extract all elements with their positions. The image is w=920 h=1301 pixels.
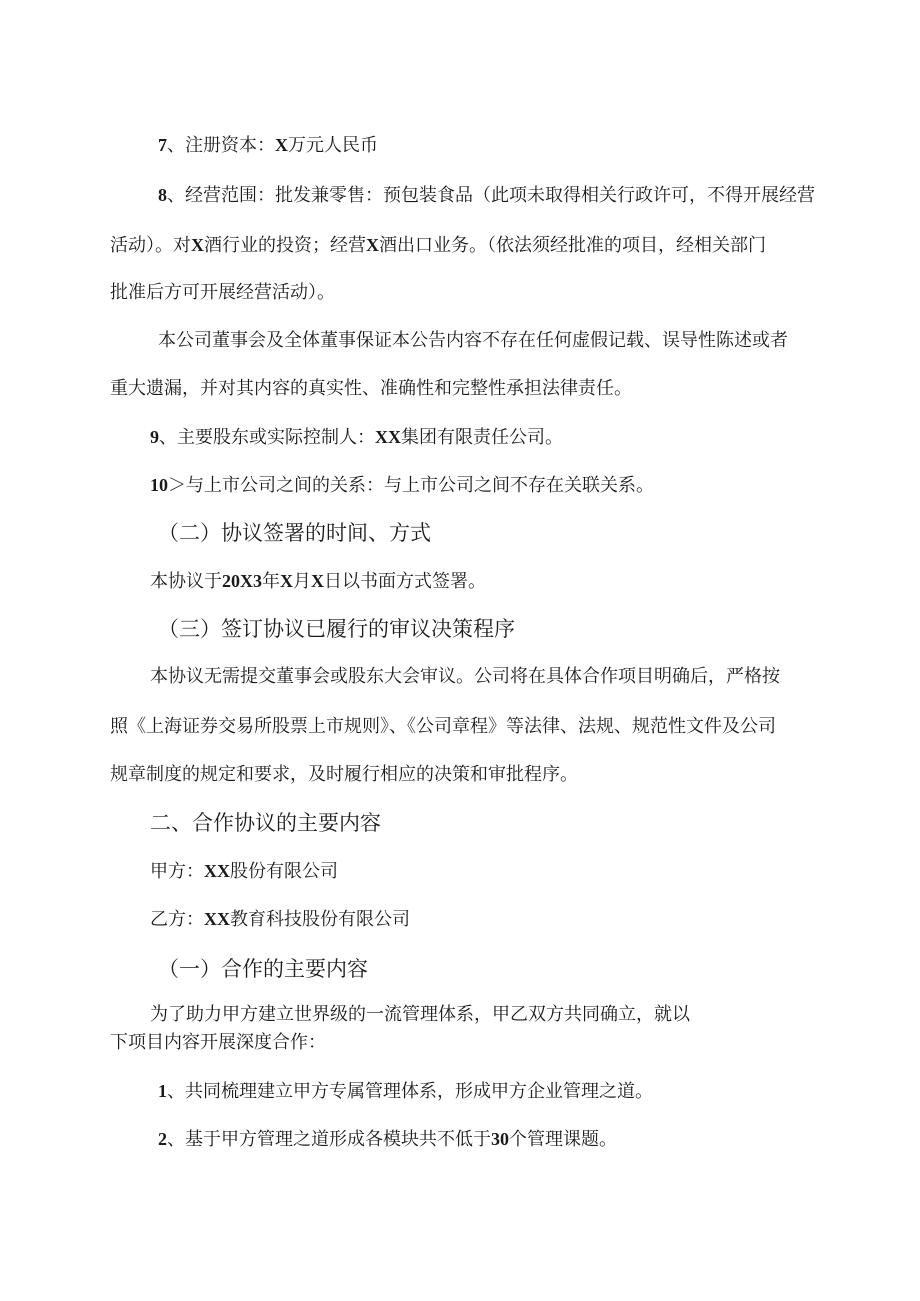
item-number: 8 xyxy=(158,185,167,205)
party-b: 乙方：XX教育科技股份有限公司 xyxy=(150,909,410,930)
part-two-heading: 二、合作协议的主要内容 xyxy=(150,811,381,835)
board-statement-line1: 本公司董事会及全体董事保证本公告内容不存在任何虚假记载、误导性陈述或者 xyxy=(158,330,788,351)
procedure-line3: 规章制度的规定和要求，及时履行相应的决策和审批程序。 xyxy=(110,764,578,785)
procedure-line1: 本协议无需提交董事会或股东大会审议。公司将在具体合作项目明确后，严格按 xyxy=(150,666,780,687)
item-10-relationship: 10＞与上市公司之间的关系：与上市公司之间不存在关联关系。 xyxy=(150,475,654,496)
signing-date: 本协议于20X3年X月X日以书面方式签署。 xyxy=(150,571,486,592)
item-number: 1 xyxy=(158,1081,167,1101)
procedure-line2: 照《上海证券交易所股票上市规则》、《公司章程》等法律、法规、规范性文件及公司 xyxy=(110,716,776,737)
party-a: 甲方：XX股份有限公司 xyxy=(150,861,338,882)
section-heading-procedure: （三）签订协议已履行的审议决策程序 xyxy=(158,617,515,641)
item-number: 7 xyxy=(158,135,167,155)
cooperation-item-2: 2、基于甲方管理之道形成各模块共不低于30个管理课题。 xyxy=(158,1129,617,1150)
cooperation-intro-line2: 下项目内容开展深度合作： xyxy=(110,1032,326,1053)
cooperation-item-1: 1、共同梳理建立甲方专属管理体系，形成甲方企业管理之道。 xyxy=(158,1081,653,1102)
cooperation-intro-line1: 为了助力甲方建立世界级的一流管理体系，甲乙双方共同确立，就以 xyxy=(150,1004,690,1025)
item-9-controller: 9、主要股东或实际控制人：XX集团有限责任公司。 xyxy=(150,427,563,448)
section-heading-signing: （二）协议签署的时间、方式 xyxy=(158,521,431,545)
section-heading-cooperation: （一）合作的主要内容 xyxy=(158,957,368,981)
item-number: 2 xyxy=(158,1129,167,1149)
board-statement-line2: 重大遗漏，并对其内容的真实性、准确性和完整性承担法律责任。 xyxy=(110,378,632,399)
item-8-business-scope-line2: 活动）。对X酒行业的投资；经营X酒出口业务。（依法须经批准的项目，经相关部门 xyxy=(110,235,766,256)
item-number: 9 xyxy=(150,427,159,447)
item-number: 10 xyxy=(150,475,168,495)
item-8-business-scope-line3: 批准后方可开展经营活动）。 xyxy=(110,282,335,303)
item-7-registered-capital: 7、注册资本：X万元人民币 xyxy=(158,135,378,156)
item-8-business-scope-line1: 8、经营范围：批发兼零售：预包装食品（此项未取得相关行政许可，不得开展经营 xyxy=(158,185,815,206)
